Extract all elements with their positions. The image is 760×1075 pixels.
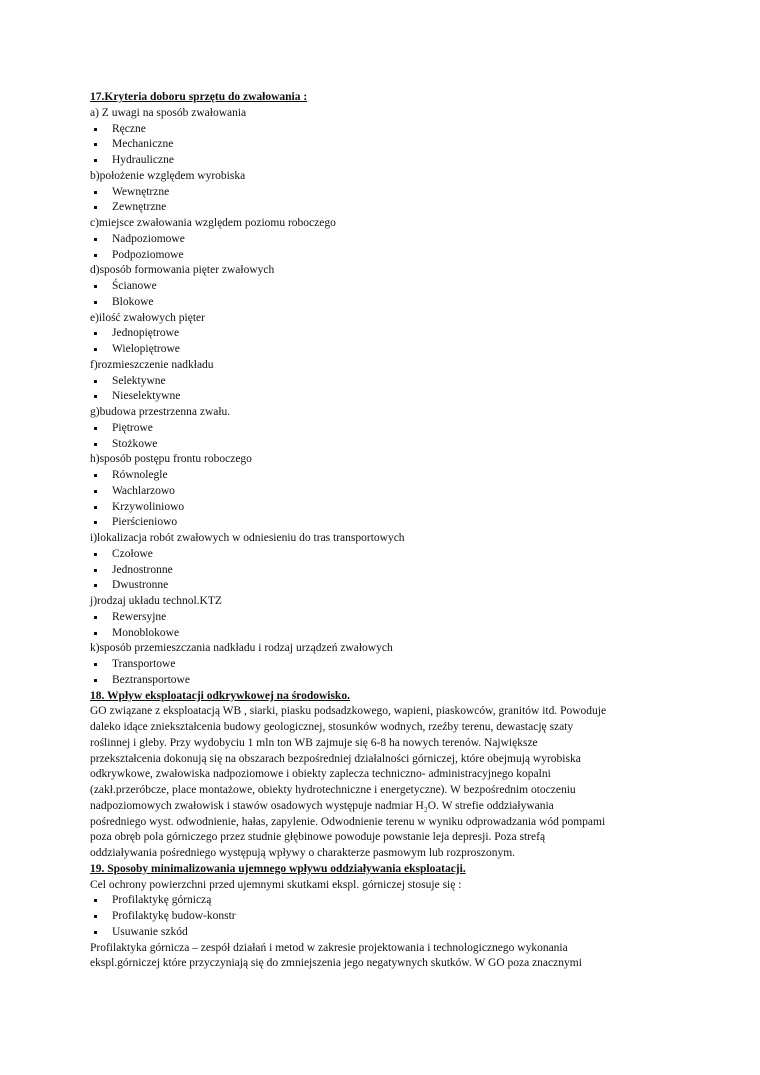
criterion-label: f)rozmieszczenie nadkładu <box>90 358 214 371</box>
list-item: Selektywne <box>90 374 675 390</box>
list-item: Profilaktykę budow-konstr <box>90 909 675 925</box>
section-19-heading: 19. Sposoby minimalizowania ujemnego wpływu oddziaływania eksploatacji. <box>90 862 466 875</box>
list-item: Czołowe <box>90 547 675 563</box>
section-18-heading: 18. Wpływ eksploatacji odkrywkowej na środowisko. <box>90 689 350 702</box>
list-item: Pierścieniowo <box>90 515 675 531</box>
document-page <box>90 90 675 972</box>
criterion-label: c)miejsce zwałowania względem poziomu roboczego <box>90 217 336 229</box>
criterion-options <box>90 374 675 406</box>
paragraph-line: roślinnej i gleby. Przy wydobyciu 1 mln ton WB zajmuje się 6-8 ha nowych terenów. Największe <box>90 736 538 749</box>
list-item: Beztransportowe <box>90 673 675 689</box>
list-item: Ścianowe <box>90 279 675 295</box>
paragraph-line: poza obręb pola górniczego przez studnie głębinowe powoduje powstanie leja depresji. Poza strefą <box>90 831 546 844</box>
paragraph-line: nadpoziomowych zwałowisk i stawów osadowych występuje nadmiar H₂O. W strefie oddziaływania <box>90 799 554 812</box>
list-item: Wewnętrzne <box>90 185 675 201</box>
list-item: Stożkowe <box>90 437 675 453</box>
list-item: Jednopiętrowe <box>90 326 675 342</box>
section-17-criteria <box>90 106 675 689</box>
list-item: Podpoziomowe <box>90 248 675 264</box>
list-item: Nadpoziomowe <box>90 232 675 248</box>
list-item: Wielopiętrowe <box>90 342 675 358</box>
list-item: Hydrauliczne <box>90 153 675 169</box>
criterion-label: j)rodzaj układu technol.KTZ <box>90 595 222 607</box>
paragraph-line: przekształcenia dokonują się na obszarach bezpośredniej działalności górniczej, które obejmują wyrobiska <box>90 752 581 765</box>
section-19-body <box>90 941 675 973</box>
criterion-label: d)sposób formowania pięter zwałowych <box>90 264 275 277</box>
criterion-options <box>90 610 675 642</box>
criterion-options <box>90 657 675 689</box>
criterion-label: a) Z uwagi na sposób zwałowania <box>90 106 247 119</box>
list-item: Mechaniczne <box>90 137 675 153</box>
list-item: Równolegle <box>90 468 675 484</box>
paragraph-line: pośredniego wyst. odwodnienie, hałas, zapylenie. Odwodnienie terenu w wyniku odprowadzania wód pompami <box>90 815 606 828</box>
criterion-label: b)położenie względem wyrobiska <box>90 169 246 182</box>
list-item: Usuwanie szkód <box>90 925 675 941</box>
criterion-label: e)ilość zwałowych pięter <box>90 311 205 324</box>
list-item: Krzywoliniowo <box>90 500 675 516</box>
criterion-options <box>90 326 675 358</box>
paragraph-line: ekspl.górniczej które przyczyniają się do zmniejszenia jego negatywnych skutków. W GO poza znacznymi <box>90 957 582 970</box>
criterion-label: i)lokalizacja robót zwałowych w odniesieniu do tras transportowych <box>90 532 405 544</box>
criterion-label: h)sposób postępu frontu roboczego <box>90 453 252 466</box>
section-19-list <box>90 893 675 940</box>
criterion-options <box>90 232 675 264</box>
criterion-options <box>90 547 675 594</box>
list-item: Nieselektywne <box>90 389 675 405</box>
section-17-heading: 17.Kryteria doboru sprzętu do zwałowania : <box>90 91 308 103</box>
list-item: Ręczne <box>90 122 675 138</box>
list-item: Piętrowe <box>90 421 675 437</box>
paragraph-line: GO związane z eksploatacją WB , siarki, piasku podsadzkowego, wapieni, piaskowców, granitów itd. Powoduje <box>90 705 607 718</box>
criterion-options <box>90 279 675 311</box>
list-item: Jednostronne <box>90 563 675 579</box>
list-item: Monoblokowe <box>90 626 675 642</box>
criterion-options <box>90 468 675 531</box>
criterion-label: g)budowa przestrzenna zwału. <box>90 406 231 418</box>
list-item: Dwustronne <box>90 578 675 594</box>
criterion-options <box>90 185 675 217</box>
criterion-options <box>90 421 675 453</box>
list-item: Profilaktykę górniczą <box>90 893 675 909</box>
list-item: Transportowe <box>90 657 675 673</box>
criterion-options <box>90 122 675 169</box>
list-item: Zewnętrzne <box>90 200 675 216</box>
paragraph-line: Profilaktyka górnicza – zespół działań i metod w zakresie projektowania i technologicznego wykonania <box>90 941 568 954</box>
paragraph-line: daleko idące zniekształcenia budowy geologicznej, stosunków wodnych, rzeźby terenu, dewastację szaty <box>90 721 574 733</box>
section-18-body <box>90 704 675 862</box>
criterion-label: k)sposób przemieszczania nadkładu i rodzaj urządzeń zwałowych <box>90 642 393 655</box>
list-item: Blokowe <box>90 295 675 311</box>
section-19-intro: Cel ochrony powierzchni przed ujemnymi skutkami ekspl. górniczej stosuje się : <box>90 878 462 891</box>
paragraph-line: oddziaływania pośredniego występują wpływy o charakterze pasmowym lub rozproszonym. <box>90 847 516 859</box>
list-item: Wachlarzowo <box>90 484 675 500</box>
list-item: Rewersyjne <box>90 610 675 626</box>
paragraph-line: (zakł.przeróbcze, place montażowe, obiekty hydrotechniczne i energetyczne). W bezpośrednim otoczeniu <box>90 784 576 796</box>
paragraph-line: odkrywkowe, zwałowiska nadpoziomowe i obiekty zaplecza techniczno- administracyjnego kopalni <box>90 768 551 781</box>
